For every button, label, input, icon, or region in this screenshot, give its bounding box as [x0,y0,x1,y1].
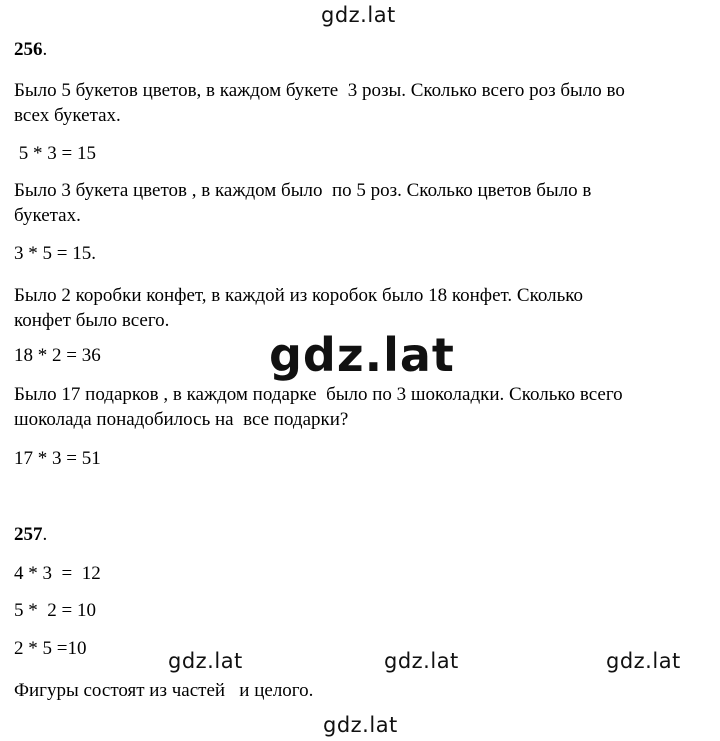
task-256-problem-1-line-2: всех букетах. [14,105,121,126]
task-256-equation-1: 5 * 3 = 15 [14,143,96,164]
task-256-problem-1-line-1: Было 5 букетов цветов, в каждом букете 3 розы. Сколько всего роз было во [14,80,625,101]
task-257-equation-1: 4 * 3 = 12 [14,563,101,584]
task-256-equation-4: 17 * 3 = 51 [14,448,101,469]
watermark-top: gdz.lat [321,3,396,27]
task-256-number: 256. [14,39,48,60]
watermark-bottom-left: gdz.lat [168,649,243,673]
task-256-problem-4-line-2: шоколада понадобилось на все подарки? [14,409,349,430]
task-256-problem-2-line-2: букетах. [14,205,81,226]
task-257-equation-3: 2 * 5 =10 [14,638,87,659]
task-number: 256 [14,39,43,60]
task-257-note: Фигуры состоят из частей и целого. [14,680,314,701]
task-256-problem-3-line-1: Было 2 коробки конфет, в каждой из коробок было 18 конфет. Сколько [14,285,584,306]
watermark-center: gdz.lat [269,328,455,382]
watermark-bottom-center: gdz.lat [384,649,459,673]
watermark-footer: gdz.lat [323,713,398,737]
task-257-number: 257. [14,524,48,545]
task-256-problem-3-line-2: конфет было всего. [14,310,170,331]
watermark-bottom-right: gdz.lat [606,649,681,673]
task-257-equation-2: 5 * 2 = 10 [14,600,96,621]
task-number: 257 [14,524,43,545]
task-256-equation-2: 3 * 5 = 15. [14,243,96,264]
task-256-problem-4-line-1: Было 17 подарков , в каждом подарке было по 3 шоколадки. Сколько всего [14,384,623,405]
task-256-problem-2-line-1: Было 3 букета цветов , в каждом было по 5 роз. Сколько цветов было в [14,180,592,201]
task-256-equation-3: 18 * 2 = 36 [14,345,101,366]
